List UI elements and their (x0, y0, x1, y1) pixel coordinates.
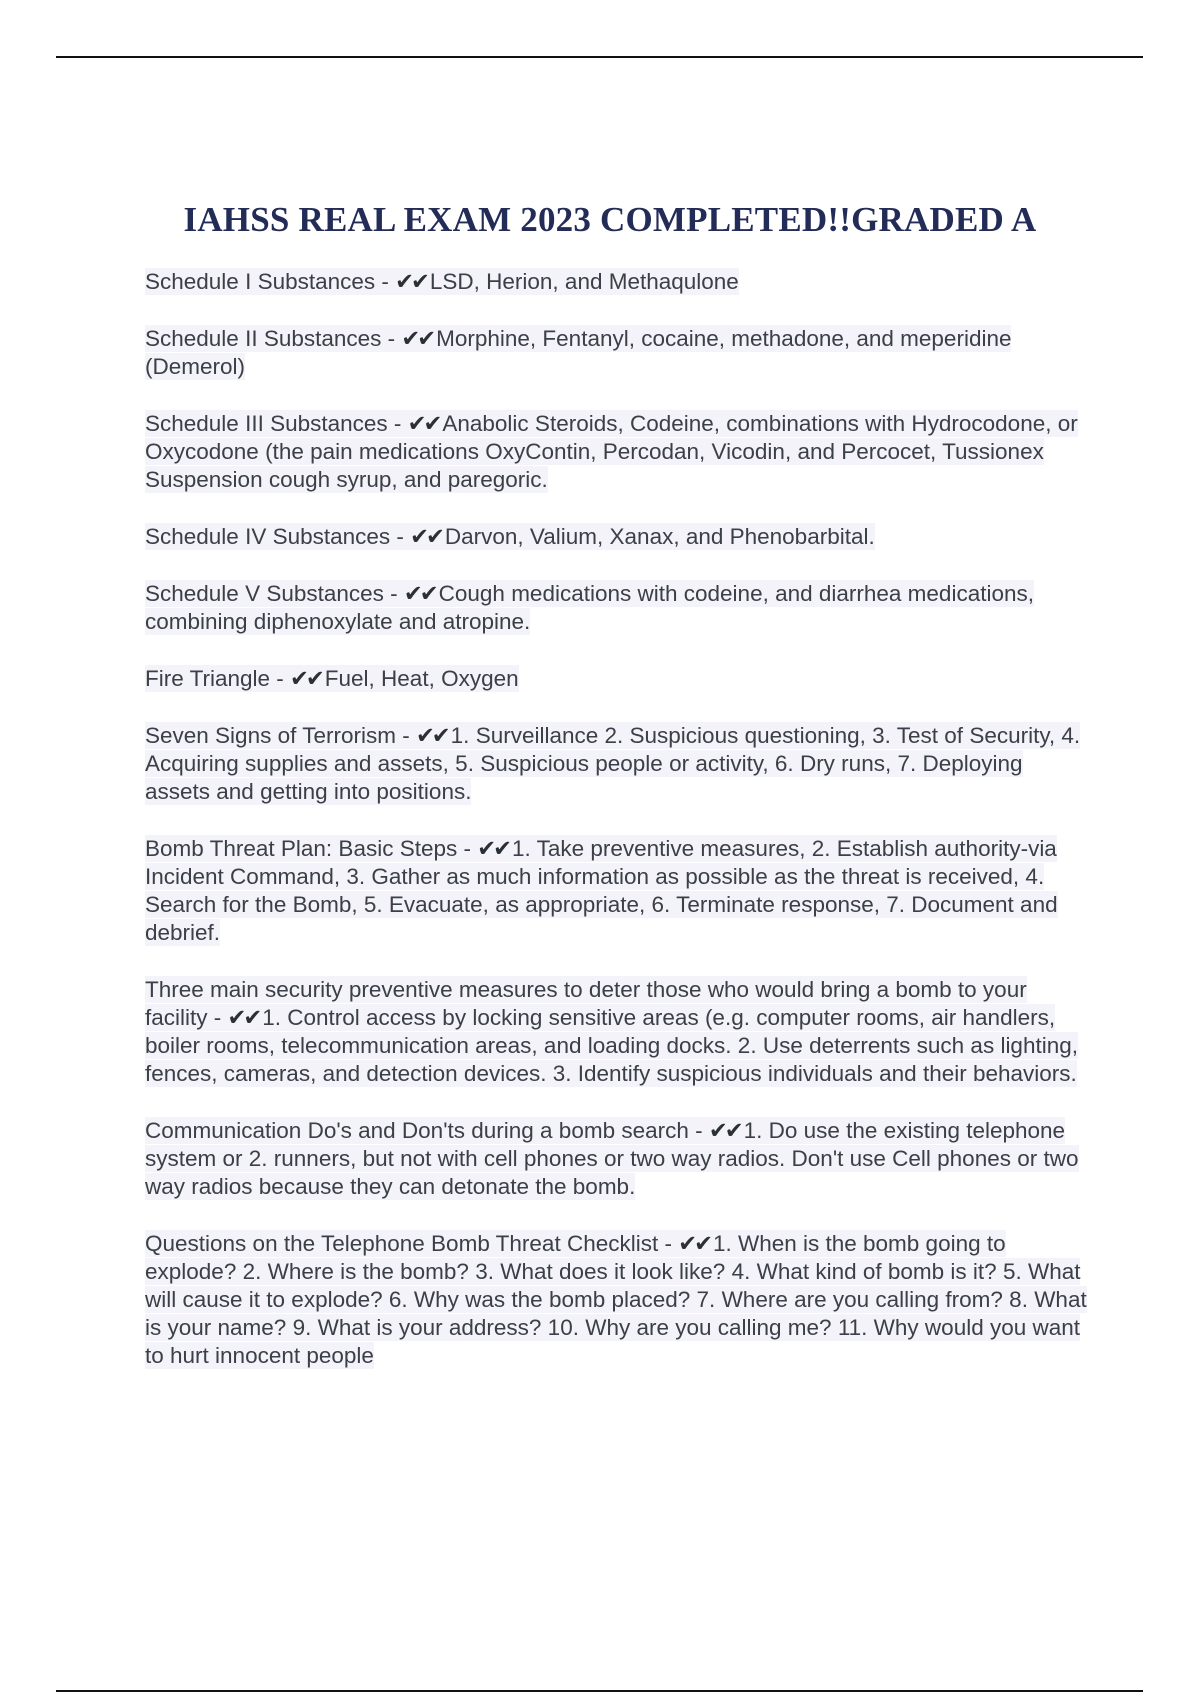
qa-list (145, 268, 1090, 1399)
qa-term: Schedule IV Substances (145, 524, 391, 549)
qa-term: Bomb Threat Plan: Basic Steps (145, 836, 458, 861)
qa-term: Fire Triangle (145, 666, 271, 691)
qa-separator: - (207, 1005, 228, 1030)
qa-item (145, 325, 1090, 381)
qa-term: Schedule V Substances (145, 581, 384, 606)
qa-separator: - (658, 1231, 679, 1256)
qa-answer: Fuel, Heat, Oxygen (324, 666, 519, 691)
qa-item (145, 1117, 1090, 1201)
double-check-icon: ✔✔ (401, 326, 434, 351)
double-check-icon: ✔✔ (477, 836, 509, 861)
qa-answer: Morphine, Fentanyl, cocaine, methadone, and meperidine (Demerol) (145, 326, 1012, 379)
double-check-icon: ✔✔ (415, 723, 448, 748)
qa-item (145, 1230, 1090, 1370)
double-check-icon: ✔✔ (403, 581, 436, 606)
qa-separator: - (383, 581, 404, 606)
qa-term: Questions on the Telephone Bomb Threat Checklist (145, 1231, 659, 1256)
qa-term: Communication Do's and Don'ts during a bomb search (145, 1118, 689, 1143)
qa-answer: 1. Surveillance 2. Suspicious questioning, 3. Test of Security, 4. Acquiring supplies and assets, 5. Suspicious people or activity, 6. Dry runs, 7. Deploying assets and getting into positions. (145, 723, 1081, 804)
qa-answer: 1. When is the bomb going to explode? 2. Where is the bomb? 3. What does it look like? 4. What kind of bomb is it? 5. What will cause it to explode? 6. Why was the bomb placed? 7. Where are you calling from? 8. What is your name? 9. What is your address? 10. Why are you calling me? 11. Why would you want to hurt innocent people (145, 1231, 1087, 1368)
qa-separator: - (688, 1118, 709, 1143)
qa-separator: - (381, 326, 402, 351)
qa-answer: LSD, Herion, and Methaqulone (429, 269, 739, 294)
bottom-divider (56, 1690, 1143, 1692)
qa-item (145, 665, 1090, 693)
qa-term: Three main security preventive measures to deter those who would bring a bomb to your facility (145, 977, 1027, 1030)
qa-separator: - (457, 836, 478, 861)
double-check-icon: ✔✔ (407, 411, 440, 436)
qa-term: Schedule II Substances (145, 326, 382, 351)
double-check-icon: ✔✔ (678, 1231, 710, 1256)
qa-item (145, 580, 1090, 636)
double-check-icon: ✔✔ (227, 1005, 260, 1030)
qa-separator: - (390, 524, 411, 549)
qa-answer: 1. Take preventive measures, 2. Establish authority-via Incident Command, 3. Gather as much information as possible as the threat is received, 4. Search for the Bomb, 5. Evacuate, as appropriate, 6. Terminate response, 7. Document and debrief. (145, 836, 1058, 945)
qa-separator: - (270, 666, 291, 691)
qa-separator: - (375, 269, 396, 294)
double-check-icon: ✔✔ (410, 524, 442, 549)
qa-term: Seven Signs of Terrorism (145, 723, 396, 748)
double-check-icon: ✔✔ (290, 666, 322, 691)
qa-item (145, 410, 1090, 494)
qa-item (145, 722, 1090, 806)
qa-answer: Anabolic Steroids, Codeine, combinations with Hydrocodone, or Oxycodone (the pain medications OxyContin, Percodan, Vicodin, and Percocet, Tussionex Suspension cough syrup, and paregoric. (145, 411, 1078, 492)
qa-item (145, 523, 1090, 551)
qa-item (145, 835, 1090, 947)
qa-separator: - (387, 411, 408, 436)
qa-answer: 1. Do use the existing telephone system or 2. runners, but not with cell phones or two way radios. Don't use Cell phones or two way radios because they can detonate the bomb. (145, 1118, 1079, 1199)
double-check-icon: ✔✔ (708, 1118, 741, 1143)
qa-answer: Darvon, Valium, Xanax, and Phenobarbital. (444, 524, 875, 549)
qa-item (145, 976, 1090, 1088)
qa-answer: 1. Control access by locking sensitive areas (e.g. computer rooms, air handlers, boiler rooms, telecommunication areas, and loading docks. 2. Use deterrents such as lighting, fences, cameras, and detection devices. 3. Identify suspicious individuals and their behaviors. (145, 1005, 1078, 1086)
qa-term: Schedule III Substances (145, 411, 388, 436)
qa-term: Schedule I Substances (145, 269, 376, 294)
qa-item (145, 268, 1090, 296)
document-title: IAHSS REAL EXAM 2023 COMPLETED!!GRADED A (183, 200, 1037, 239)
qa-answer: Cough medications with codeine, and diarrhea medications, combining diphenoxylate and atropine. (145, 581, 1034, 634)
qa-separator: - (395, 723, 416, 748)
top-divider (56, 56, 1143, 58)
double-check-icon: ✔✔ (395, 269, 427, 294)
